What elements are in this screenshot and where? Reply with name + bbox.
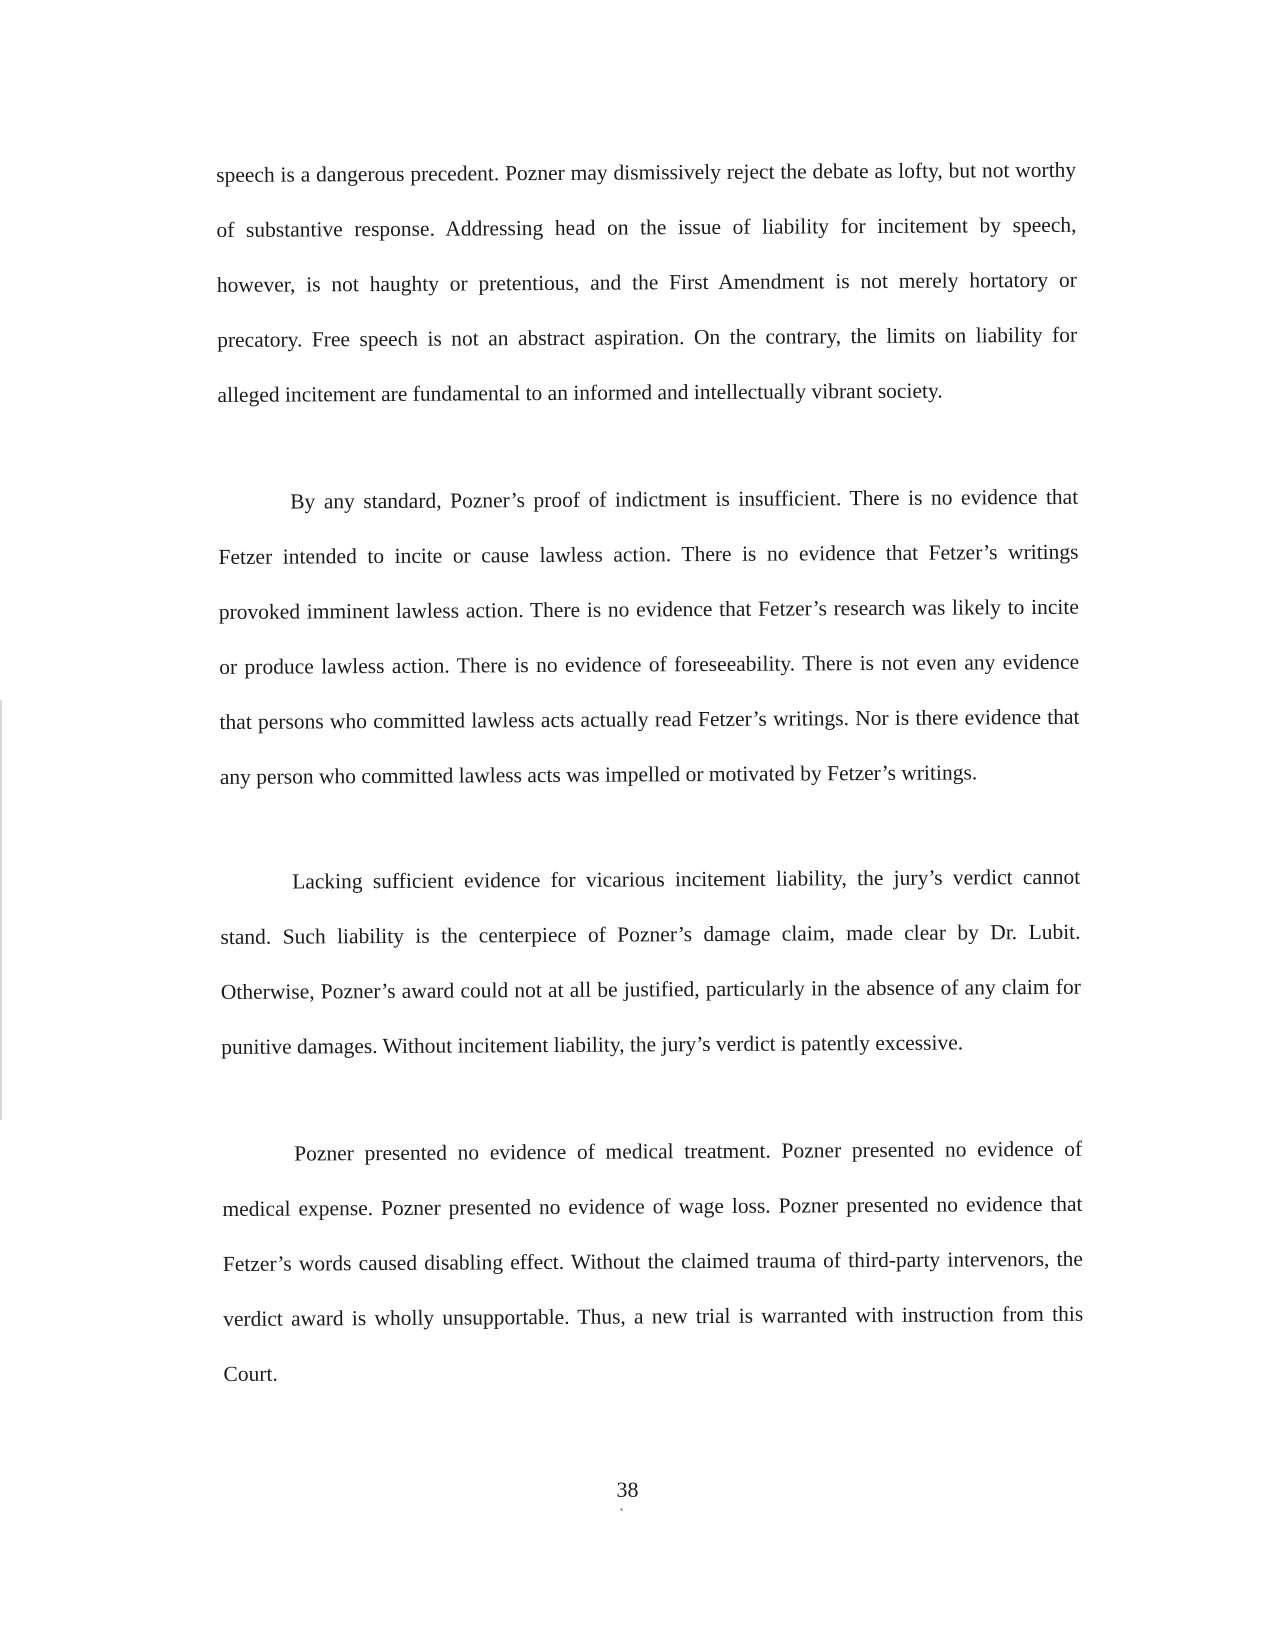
- page-number: 38: [616, 1477, 639, 1502]
- paragraph-insufficient-proof: By any standard, Pozner’s proof of indictment is insufficient. There is no evidence that Fetzer intended to incite or cause lawless action. There is no evidence that Fetzer’s writings provoked imminent lawless action. There is no evidence that Fetzer’s research was likely to incite or produce lawless action. There is no evidence of foreseeability. There is not even any evidence that persons who committed lawless acts actually read Fetzer’s writings. Nor is there evidence that any person who committed lawless acts was impelled or motivated by Fetzer’s writings.: [218, 484, 1080, 789]
- paragraph-no-evidence-damages: Pozner presented no evidence of medical treatment. Pozner presented no evidence of medical expense. Pozner presented no evidence of wage loss. Pozner presented no evidence that Fetzer’s words caused disabling effect. Without the claimed trauma of third-party intervenors, the verdict award is wholly unsupportable. Thus, a new trial is warranted with instruction from this Court.: [222, 1136, 1084, 1386]
- scan-edge-shadow: [0, 700, 2, 1120]
- paragraph-verdict-cannot-stand: Lacking sufficient evidence for vicarious incitement liability, the jury’s verdict cannot stand. Such liability is the centerpiece of Pozner’s damage claim, made clear by Dr. Lubit. Otherwise, Pozner’s award could not at all be justified, particularly in the absence of any claim for punitive damages. Without incitement liability, the jury’s verdict is patently excessive.: [220, 864, 1081, 1059]
- paragraph-continuation: speech is a dangerous precedent. Pozner may dismissively reject the debate as lofty, but not worthy of substantive response. Addressing head on the issue of liability for incitement by speech, however, is not haughty or pretentious, and the First Amendment is not merely hortatory or precatory. Free speech is not an abstract aspiration. On the contrary, the limits on liability for alleged incitement are fundamental to an informed and intellectually vibrant society.: [216, 157, 1078, 407]
- scan-speck: [620, 1508, 623, 1511]
